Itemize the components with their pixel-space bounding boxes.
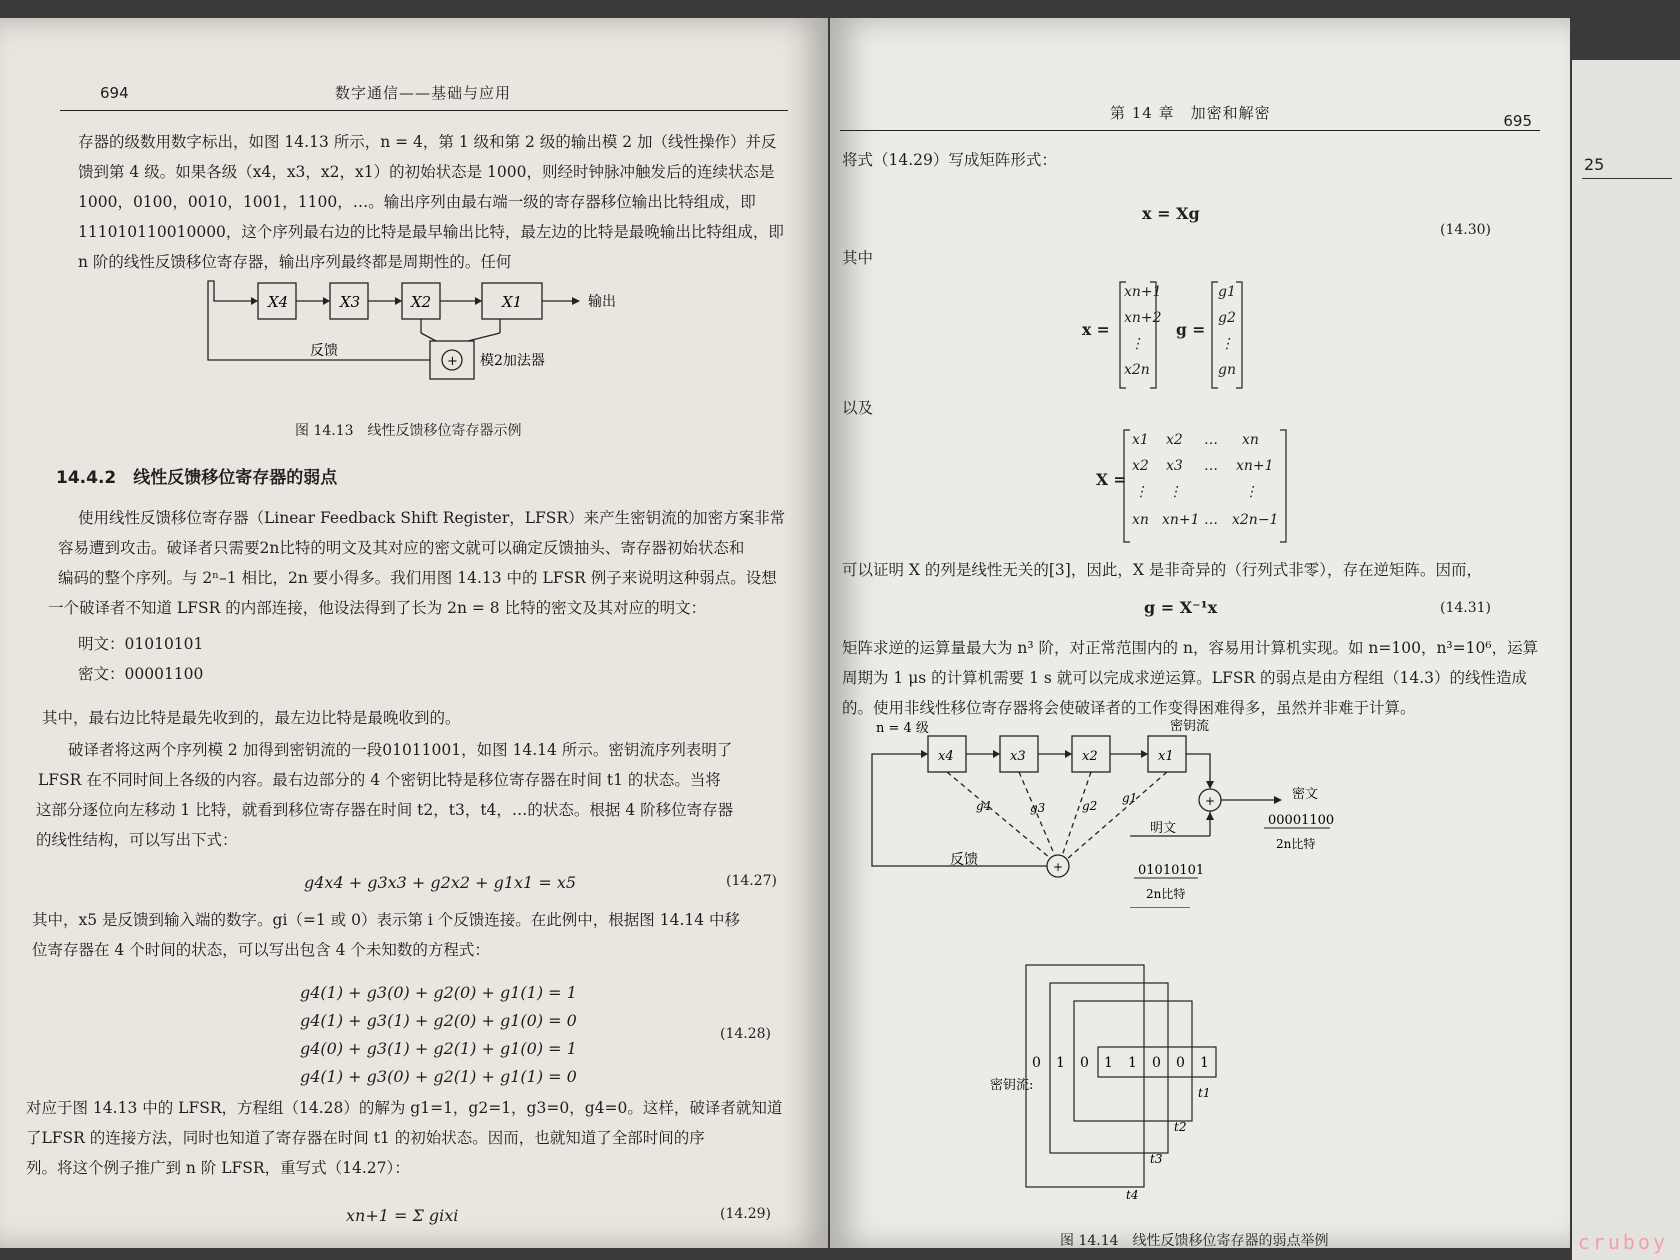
text-line: 馈到第 4 级。如果各级（x4，x3，x2，x1）的初始状态是 1000，则经时钟脉冲触发后的连续状态是 xyxy=(78,163,775,181)
fig13-x4-label: X4 xyxy=(268,293,289,311)
g-vector-label: g = xyxy=(1176,320,1206,339)
right-page xyxy=(830,18,1570,1248)
section-title: 14.4.2 线性反馈移位寄存器的弱点 xyxy=(56,468,338,488)
fig14-output-plus: + xyxy=(1205,794,1216,808)
text-line: 其中，x5 是反馈到输入端的数字。gi（=1 或 0）表示第 i 个反馈连接。在此例中，根据图 14.14 中移 xyxy=(32,911,741,929)
g-vector-entry: gn xyxy=(1218,362,1236,378)
equation-line: g4(1) + g3(0) + g2(0) + g1(1) = 1 xyxy=(300,983,577,1002)
fig14-plaintext-label: 明文 xyxy=(1150,821,1177,836)
next-page-header-rule xyxy=(1582,178,1672,179)
text-line: LFSR 在不同时间上各级的内容。最右边部分的 4 个密钥比特是移位寄存器在时间 t1 的状态。当将 xyxy=(38,771,721,789)
keystream-bit: 0 xyxy=(1080,1055,1089,1071)
X-matrix-cell: xn+1 xyxy=(1162,512,1200,528)
next-page-number-fragment: 25 xyxy=(1584,155,1605,174)
text-line: 1000，0100，0010，1001，1100，…。输出序列由最右端一级的寄存器移位输出比特组成，即 xyxy=(78,193,756,211)
ciphertext-line: 密文：00001100 xyxy=(78,665,204,683)
X-matrix-cell: … xyxy=(1204,458,1218,474)
X-matrix-cell: … xyxy=(1204,512,1218,528)
x-vector-entry: ⋮ xyxy=(1130,336,1144,352)
fig13-x3-label: X3 xyxy=(340,293,361,311)
text-line: 了LFSR 的连接方法，同时也知道了寄存器在时间 t1 的初始状态。因而，也就知道了全部时间的序 xyxy=(26,1129,705,1147)
x-vector-entry: xn+1 xyxy=(1124,284,1162,300)
equation-14-28-number: (14.28) xyxy=(720,1026,772,1042)
paragraph-2: 其中，最右边比特是最先收到的，最左边比特是最晚收到的。 xyxy=(42,709,461,727)
g-vector-entry: ⋮ xyxy=(1220,336,1234,352)
fig13-plus: + xyxy=(447,354,458,369)
window-t4 xyxy=(1026,965,1144,1187)
equation-14-29-number: (14.29) xyxy=(720,1206,772,1222)
text-line: 位寄存器在 4 个时间的状态，可以写出包含 4 个未知数的方程式： xyxy=(32,941,490,959)
text-line: 列。将这个例子推广到 n 阶 LFSR，重写式（14.27）： xyxy=(26,1159,410,1177)
text-line: 容易遭到攻击。破译者只需要2n比特的明文及其对应的密文就可以确定反馈抽头、寄存器初始状态和 xyxy=(58,539,745,557)
text-line: 使用线性反馈移位寄存器（Linear Feedback Shift Register，LFSR）来产生密钥流的加密方案非常 xyxy=(78,509,786,527)
fig14-x1-label: x1 xyxy=(1158,749,1174,764)
fig13-feedback-label: 反馈 xyxy=(310,343,338,359)
left-header-title: 数字通信——基础与应用 xyxy=(335,84,512,102)
X-matrix-cell: x2 xyxy=(1166,432,1183,448)
text-line: 对应于图 14.13 中的 LFSR，方程组（14.28）的解为 g1=1，g2=1，g3=0，g4=0。这样，破译者就知道 xyxy=(26,1099,783,1117)
equation-14-31-number: (14.31) xyxy=(1440,600,1492,616)
right-header xyxy=(840,100,1540,131)
fig14-keystream-label: 密钥流: xyxy=(990,1078,1034,1093)
fig14-g1-label: g1 xyxy=(1122,791,1138,805)
fig14-plaintext-length: 2n比特 xyxy=(1146,887,1186,901)
X-matrix-cell: x2 xyxy=(1132,458,1149,474)
X-matrix-cell: x3 xyxy=(1166,458,1183,474)
next-page-edge xyxy=(1572,60,1680,1260)
fig14-x3-label: x3 xyxy=(1010,749,1026,764)
text-line: 周期为 1 μs 的计算机需要 1 s 就可以完成求逆运算。LFSR 的弱点是由方程组（14.3）的线性造成 xyxy=(842,669,1528,687)
x-vector-entry: xn+2 xyxy=(1124,310,1162,326)
g-vector-entry: g2 xyxy=(1218,310,1236,326)
text-line: 111010110010000，这个序列最右边的比特是最早输出比特，最左边的比特是最晚输出比特组成，即 xyxy=(78,223,784,241)
X-matrix-cell: … xyxy=(1204,432,1218,448)
text-line: 存器的级数用数字标出，如图 14.13 所示，n = 4，第 1 级和第 2 级的输出模 2 加（线性操作）并反 xyxy=(78,133,777,151)
time-t2-label: t2 xyxy=(1174,1120,1187,1134)
X-matrix-label: X = xyxy=(1096,470,1127,489)
fig13-x2-label: X2 xyxy=(411,293,432,311)
X-matrix-cell: ⋮ xyxy=(1244,484,1258,500)
equation-14-30: x = Xg xyxy=(1142,204,1200,223)
keystream-bit: 0 xyxy=(1152,1055,1161,1071)
figure-14-14-lfsr xyxy=(860,718,1420,908)
keystream-bit: 0 xyxy=(1176,1055,1185,1071)
X-matrix-cell: xn+1 xyxy=(1236,458,1274,474)
fig13-caption: 图 14.13 线性反馈移位寄存器示例 xyxy=(295,423,522,439)
X-matrix-cell: ⋮ xyxy=(1168,484,1182,500)
keystream-bit: 0 xyxy=(1032,1055,1041,1071)
fig14-x2-label: x2 xyxy=(1082,749,1098,764)
equation-14-30-number: (14.30) xyxy=(1440,222,1492,238)
x-vector-label: x = xyxy=(1082,320,1110,339)
fig14-feedback-label: 反馈 xyxy=(950,852,978,868)
text-line: 破译者将这两个序列模 2 加得到密钥流的一段01011001，如图 14.14 所示。密钥流序列表明了 xyxy=(68,741,733,759)
matrix-intro: 将式（14.29）写成矩阵形式： xyxy=(842,151,1057,169)
watermark: cruboy xyxy=(1577,1230,1668,1254)
time-t3-label: t3 xyxy=(1150,1152,1163,1166)
X-matrix-cell: x2n−1 xyxy=(1232,512,1279,528)
keystream-bit: 1 xyxy=(1128,1055,1137,1071)
time-t4-label: t4 xyxy=(1126,1188,1139,1202)
left-header xyxy=(60,80,788,111)
right-header-title: 第 14 章 加密和解密 xyxy=(1110,104,1271,122)
equation-14-31: g = X⁻¹x xyxy=(1144,598,1218,617)
X-matrix-cell: xn xyxy=(1242,432,1259,448)
time-t1-label: t1 xyxy=(1198,1086,1211,1100)
equation-14-29: xn+1 = Σ gixi xyxy=(346,1206,459,1225)
fig14-x4-label: x4 xyxy=(938,749,954,764)
fig13-x1-label: X1 xyxy=(502,293,523,311)
fig14-keystream-top-label: 密钥流 xyxy=(1170,719,1210,734)
text-line: n 阶的线性反馈移位寄存器，输出序列最终都是周期性的。任何 xyxy=(78,253,512,271)
text-line: 一个破译者不知道 LFSR 的内部连接，他设法得到了长为 2n = 8 比特的密文及其对应的明文： xyxy=(48,599,707,617)
fig14-ciphertext-bits: 00001100 xyxy=(1268,813,1335,828)
fig14-ciphertext-length: 2n比特 xyxy=(1276,837,1316,851)
X-matrix-cell: x1 xyxy=(1132,432,1149,448)
where-label: 其中 xyxy=(842,249,874,267)
text-line: 的。使用非线性移位寄存器将会使破译者的工作变得困难得多，虽然并非难于计算。 xyxy=(842,699,1416,717)
X-matrix-cell: xn xyxy=(1132,512,1149,528)
equation-line: g4(0) + g3(1) + g2(1) + g1(0) = 1 xyxy=(300,1039,577,1058)
right-page-number: 695 xyxy=(1503,112,1532,130)
g-vector-entry: g1 xyxy=(1218,284,1236,300)
text-line: 的线性结构，可以写出下式： xyxy=(36,831,238,849)
equation-14-27: g4x4 + g3x3 + g2x2 + g1x1 = x5 xyxy=(304,873,577,892)
text-line: 编码的整个序列。与 2ⁿ–1 相比，2n 要小得多。我们用图 14.13 中的 LFSR 例子来说明这种弱点。设想 xyxy=(58,569,777,587)
text-line: 矩阵求逆的运算量最大为 n³ 阶，对正常范围内的 n，容易用计算机实现。如 n=100，n³=10⁶，运算 xyxy=(842,639,1539,657)
fig14-g2-label: g2 xyxy=(1082,799,1098,813)
fig13-adder-label: 模2加法器 xyxy=(480,353,545,369)
equation-line: g4(1) + g3(0) + g2(1) + g1(1) = 0 xyxy=(300,1067,577,1086)
fig14-n-label: n = 4 级 xyxy=(876,721,929,736)
keystream-bit: 1 xyxy=(1056,1055,1065,1071)
fig14-g3-label: g3 xyxy=(1030,801,1046,815)
fig14-plaintext-bits: 01010101 xyxy=(1138,863,1205,878)
plaintext-line: 明文：01010101 xyxy=(78,635,204,653)
equation-line: g4(1) + g3(1) + g2(0) + g1(0) = 0 xyxy=(300,1011,577,1030)
keystream-bit: 1 xyxy=(1104,1055,1113,1071)
keystream-bit: 1 xyxy=(1200,1055,1209,1071)
fig14-caption: 图 14.14 线性反馈移位寄存器的弱点举例 xyxy=(1060,1233,1329,1248)
text-line: 这部分逐位向左移动 1 比特，就看到移位寄存器在时间 t2，t3，t4，…的状态。根据 4 阶移位寄存器 xyxy=(36,801,734,819)
left-page-number: 694 xyxy=(100,84,129,102)
right-paragraph-1: 可以证明 X 的列是线性无关的[3]，因此，X 是非奇异的（行列式非零），存在逆矩阵。因而， xyxy=(842,561,1483,579)
fig14-ciphertext-label: 密文 xyxy=(1292,787,1319,802)
left-page xyxy=(0,18,828,1248)
fig13-output-label: 输出 xyxy=(588,294,616,310)
and-label: 以及 xyxy=(842,399,874,417)
equation-14-27-number: (14.27) xyxy=(726,873,778,889)
figure-14-13 xyxy=(200,273,660,423)
fig14-feedback-plus: + xyxy=(1053,860,1064,874)
figure-14-14-windows xyxy=(960,963,1340,1203)
fig14-g4-label: g4 xyxy=(976,799,992,813)
X-matrix-cell: ⋮ xyxy=(1134,484,1148,500)
x-vector-entry: x2n xyxy=(1124,362,1150,378)
